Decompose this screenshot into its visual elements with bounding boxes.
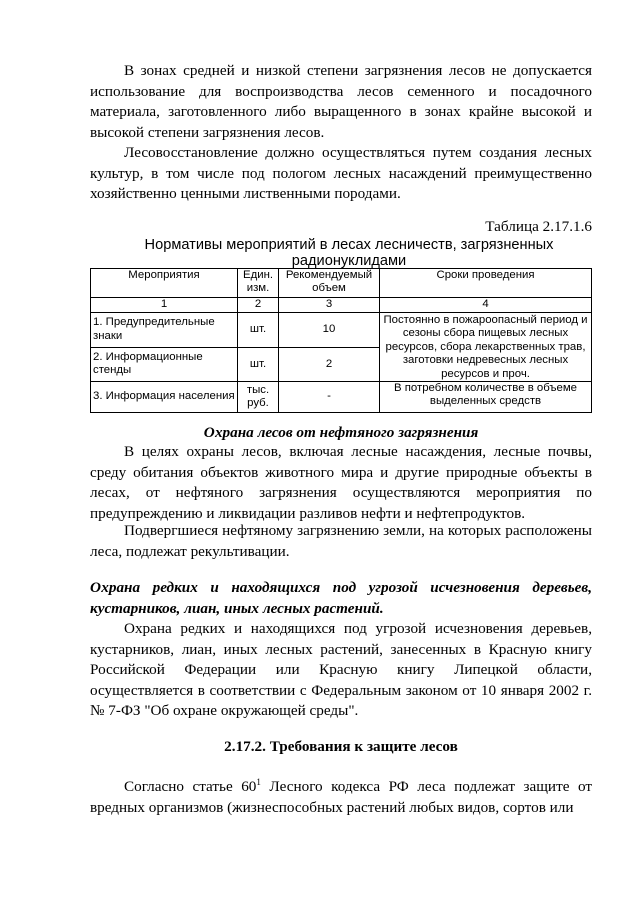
paragraph-oil-measures: В целях охраны лесов, включая лесные насаждения, лесные почвы, среду обитания объектов животного мира и другие природные объекты в лесах, от нефтяного загрязнения осуществляются мероприятия по предупреждению и ликвидации разливов нефти и нефтепродуктов. (90, 443, 592, 522)
header-measures: Мероприятия (91, 269, 238, 298)
paragraph-forest-code: Согласно статье $60^1$ Лесного кодекса РФ леса подлежат защите от вредных организмов (жизнеспособных растений любых видов, сортов или (90, 777, 592, 816)
section-heading-forest-protection: 2.17.2. Требования к защите лесов (224, 738, 458, 755)
radionuclide-measures-table (90, 268, 592, 413)
row-unit: шт. (238, 313, 279, 348)
row-unit: тыс. руб. (238, 382, 279, 413)
footnote-superscript: 1 (256, 777, 261, 787)
header-volume: Рекомендуемый объем (279, 269, 380, 298)
row-measure: 3. Информация населения (91, 382, 238, 413)
table-number: Таблица 2.17.1.6 (485, 218, 592, 235)
paragraph-recultivation: Подвергшиеся нефтяному загрязнению земли, на которых расположены леса, подлежат рекультивации. (90, 522, 592, 560)
table-column-numbers (91, 298, 592, 313)
row-measure: 2. Информационные стенды (91, 347, 238, 382)
header-unit: Един. изм. (238, 269, 279, 298)
table-header-row (91, 269, 592, 298)
col-number: 2 (238, 298, 279, 313)
header-terms: Сроки проведения (380, 269, 592, 298)
oil-pollution-heading: Охрана лесов от нефтяного загрязнения (203, 424, 479, 441)
col-number: 1 (91, 298, 238, 313)
row-terms: В потребном количестве в объеме выделенных средств (380, 382, 592, 413)
paragraph-rare-plants: Охрана редких и находящихся под угрозой исчезновения деревьев, кустарников, лиан, иных лесных растений, занесенных в Красную книгу Российской Федерации или Красную книгу Липецкой области, осуществляется в соответствии с Федеральным законом от 10 января 2002 г. № 7-ФЗ "Об охране окружающей среды". (90, 620, 592, 720)
table-row (91, 382, 592, 413)
table-title: Нормативы мероприятий в лесах лесничеств, загрязненных радионуклидами (144, 237, 554, 269)
paragraph-contamination-zones: В зонах средней и низкой степени загрязнения лесов не допускается использование для воспроизводства лесов семенного и посадочного материала, заготовленного либо выращенного в зонах крайне высокой и высокой степени загрязнения лесов. (90, 62, 592, 141)
row-volume: 2 (279, 347, 380, 382)
row-measure: 1. Предупредительные знаки (91, 313, 238, 348)
row-volume: 10 (279, 313, 380, 348)
col-number: 3 (279, 298, 380, 313)
row-unit: шт. (238, 347, 279, 382)
paragraph-reforestation: Лесовосстановление должно осуществляться путем создания лесных культур, в том числе под пологом лесных насаждений преимущественно хозяйственно ценными лиственными породами. (90, 144, 592, 203)
row-terms: Постоянно в пожароопасный период и сезоны сбора пищевых лесных ресурсов, сбора лекарственных трав, заготовки недревесных лесных ресурсов и проч. (380, 313, 592, 382)
col-number: 4 (380, 298, 592, 313)
table-row (91, 313, 592, 348)
row-volume: - (279, 382, 380, 413)
rare-plants-heading: Охрана редких и находящихся под угрозой исчезновения деревьев, кустарников, лиан, иных лесных растений. (90, 579, 592, 617)
